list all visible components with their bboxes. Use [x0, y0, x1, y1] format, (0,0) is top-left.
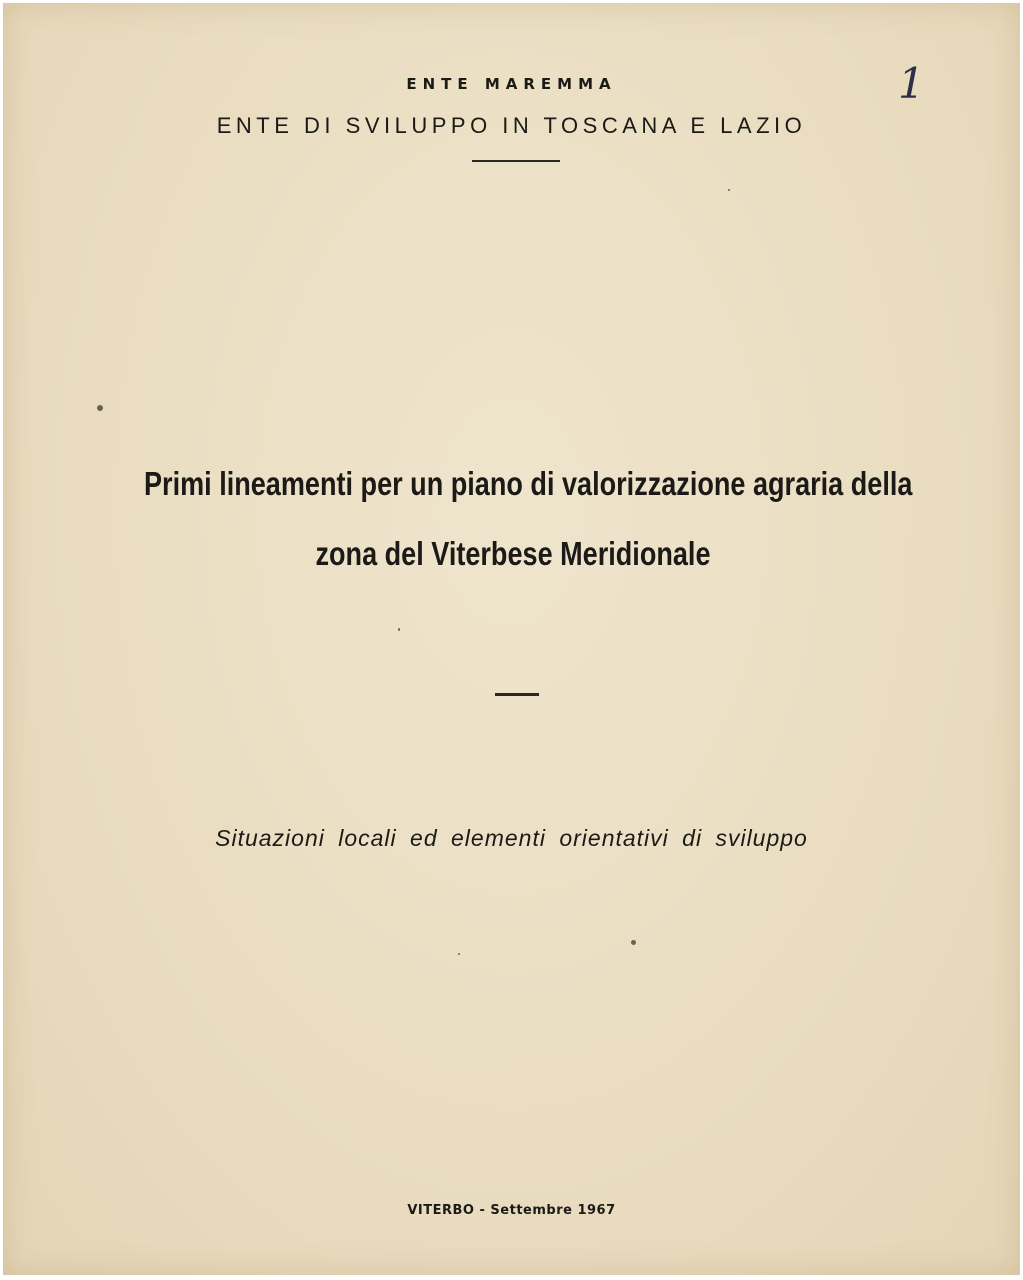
place-and-date: VITERBO - Settembre 1967 [407, 1203, 616, 1218]
paper-speck [458, 953, 460, 955]
paper-speck [631, 940, 636, 945]
header-divider [472, 160, 560, 162]
title-line-2: zona del Viterbese Meridionale [315, 535, 711, 572]
document-title [144, 449, 913, 589]
title-divider [495, 693, 539, 696]
document-cover [3, 3, 1020, 1275]
organization-full-name: ENTE DI SVILUPPO IN TOSCANA E LAZIO [216, 113, 807, 138]
handwritten-page-number: 1 [898, 59, 925, 108]
paper-speck [398, 628, 400, 631]
organization-name: ENTE MAREMMA [406, 75, 617, 93]
title-line-1: Primi lineamenti per un piano di valorizzazione agraria della [144, 465, 913, 502]
paper-speck [97, 405, 103, 411]
paper-speck [728, 189, 730, 191]
document-subtitle: Situazioni locali ed elementi orientativi di sviluppo [215, 825, 808, 851]
